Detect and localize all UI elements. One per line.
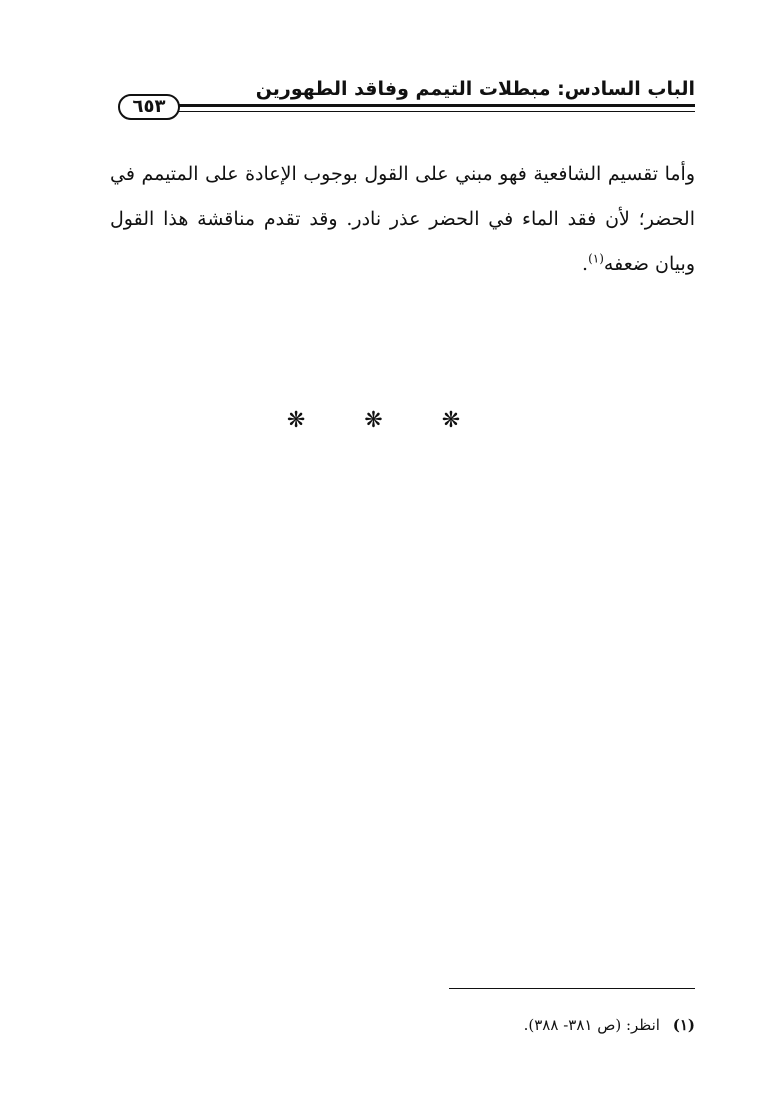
body-paragraph bbox=[110, 152, 695, 287]
footnote-reference: (١) bbox=[588, 251, 604, 266]
footnote-text: انظر: (ص ٣٨١- ٣٨٨). bbox=[523, 1016, 660, 1034]
paragraph-end-punct: . bbox=[582, 253, 589, 275]
header-rule-thin bbox=[168, 111, 695, 112]
running-header-title: الباب السادس: مبطلات التيمم وفاقد الطهورين bbox=[255, 78, 695, 100]
paragraph-text: وأما تقسيم الشافعية فهو مبني على القول بوجوب الإعادة على المتيمم في الحضر؛ لأن فقد الماء في الحضر عذر نادر. وقد تقدم مناقشة هذا القول وبيان ضعفه bbox=[110, 163, 695, 275]
asterism-2: ❋ bbox=[364, 408, 403, 433]
page-number-badge: ٦٥٣ bbox=[118, 94, 180, 120]
header-rule bbox=[168, 104, 695, 107]
section-separator bbox=[0, 408, 767, 433]
asterism-1: ❋ bbox=[286, 408, 326, 433]
footnote-rule bbox=[449, 988, 695, 989]
asterism-3: ❋ bbox=[441, 408, 481, 433]
footnote-number: (١) bbox=[672, 1016, 695, 1034]
footnote bbox=[295, 1013, 695, 1037]
body-text bbox=[110, 152, 695, 287]
